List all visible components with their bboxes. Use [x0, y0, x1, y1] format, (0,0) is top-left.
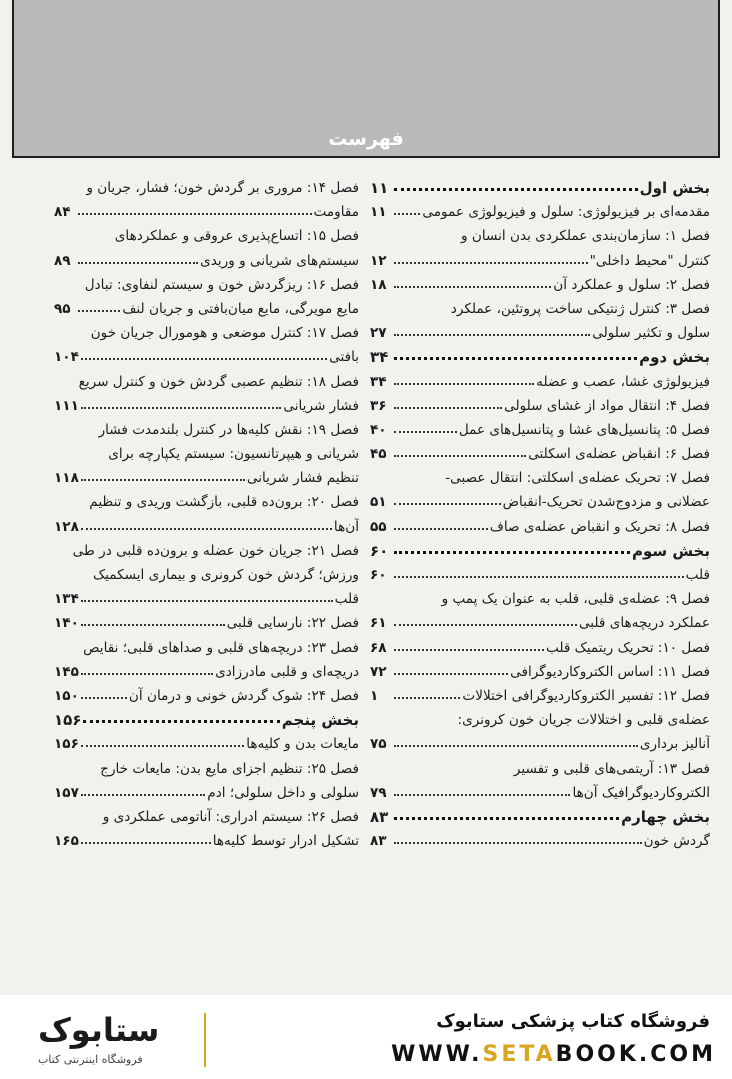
dot-leader: [81, 732, 244, 747]
toc-entry-title: قلب: [685, 567, 710, 583]
dot-leader: [394, 442, 526, 457]
toc-page-number: ۱۱۸: [54, 470, 79, 487]
toc-page-number: ۱۱: [370, 204, 387, 221]
toc-entry-title: فصل ۱۸: تنظیم عصبی گردش خون و کنترل سریع: [78, 373, 359, 390]
dot-leader: [394, 684, 460, 699]
header-bar: [12, 0, 720, 158]
toc-entry: [54, 345, 359, 369]
dot-leader: [394, 660, 508, 675]
toc-entry: [370, 708, 710, 732]
dot-leader: [394, 394, 502, 409]
toc-page-number: ۱۵۶: [54, 711, 82, 730]
toc-entry: [370, 732, 710, 756]
dot-leader: [394, 200, 420, 215]
dot-leader: [394, 515, 488, 530]
toc-page-number: ۸۴: [54, 204, 71, 221]
toc-page-number: ۳۶: [370, 397, 387, 414]
toc-entry: [54, 321, 359, 345]
toc-page-number: ۱۱: [370, 179, 389, 197]
toc-entry: [370, 684, 710, 708]
toc-entry-title: فصل ۱۰: تحریک ریتمیک قلب: [546, 639, 710, 656]
toc-page-number: ۱۸: [370, 276, 387, 293]
toc-entry-title: فصل ۲۲: نارسایی قلبی: [226, 615, 359, 632]
toc-right-column: [370, 176, 710, 936]
dot-leader: [394, 273, 551, 288]
toc-entry-title: مقاومت: [313, 204, 359, 221]
toc-page-number: ۱۶۵: [54, 833, 79, 850]
dot-leader: [78, 249, 198, 264]
dot-leader: [81, 394, 282, 409]
toc-entry-title: عضلانی و مزدوج‌شدن تحریک-انقباض: [502, 494, 710, 511]
toc-entry: [54, 684, 359, 708]
toc-entry-title: فصل ۱۱: اساس الکتروکاردیوگرافی: [510, 663, 710, 680]
toc-entry-title: مایع مویرگی، مایع میان‌بافتی و جریان لنف: [122, 300, 359, 317]
toc-entry: [54, 442, 359, 466]
toc-entry: [370, 200, 710, 224]
toc-entry-title: فصل ۲۳: دریچه‌های قلبی و صداهای قلبی؛ نقایص: [83, 639, 359, 656]
toc-entry-title: سلول و تکثیر سلولی: [592, 325, 710, 342]
toc-entry: [370, 611, 710, 635]
dot-leader: [81, 345, 327, 360]
dot-leader: [81, 660, 213, 675]
toc-page-number: ۷۹: [370, 784, 387, 801]
toc-entry: [54, 273, 359, 297]
toc-entry-title: گردش خون: [643, 833, 710, 850]
toc-entry-title: فصل ۹: عضله‌ی قلبی، قلب به عنوان یک پمپ و: [441, 591, 710, 608]
dot-leader: [83, 708, 279, 723]
toc-page-number: ۱۴۵: [54, 663, 79, 680]
dot-leader: [81, 684, 127, 699]
toc-entry-title: فصل ۱: سازمان‌بندی عملکردی بدن انسان و: [460, 228, 710, 245]
toc-page-number: ۱۱۱: [54, 397, 79, 414]
toc-entry-title: سیستم‌های شریانی و وریدی: [200, 252, 359, 269]
dot-leader: [81, 611, 225, 626]
toc-entry: [54, 200, 359, 224]
toc-entry-title: آن‌ها: [333, 518, 359, 535]
toc-entry: [54, 490, 359, 514]
toc-entry: [54, 660, 359, 684]
toc-entry: [54, 732, 359, 756]
toc-part-heading: [370, 176, 710, 200]
toc-part-heading: [54, 708, 359, 732]
toc-entry-title: فصل ۵: پتانسیل‌های غشا و پتانسیل‌های عمل: [458, 421, 710, 438]
dot-leader: [394, 781, 570, 796]
page-title: فهرست: [328, 128, 404, 150]
toc-page-number: ۱۳۴: [54, 591, 79, 608]
store-footer: [0, 995, 732, 1079]
dot-leader: [394, 321, 590, 336]
toc-page-number: ۱۵۶: [54, 736, 79, 753]
dot-leader: [394, 249, 588, 264]
dot-leader: [394, 636, 544, 651]
dot-leader: [81, 587, 333, 602]
dot-leader: [81, 781, 205, 796]
toc-entry-title: عضله‌ی قلبی و اختلالات جریان خون کرونری:: [457, 712, 710, 729]
logo-subtitle: فروشگاه اینترنتی کتاب: [38, 1053, 143, 1066]
toc-entry: [54, 636, 359, 660]
toc-entry: [54, 466, 359, 490]
toc-entry: [54, 829, 359, 853]
toc-entry-title: فصل ۲۰: برون‌ده قلبی، بازگشت وریدی و تنظیم: [89, 494, 359, 511]
toc-entry-title: تشکیل ادرار توسط کلیه‌ها: [212, 833, 359, 850]
dot-leader: [81, 466, 245, 481]
toc-page-number: ۴۰: [370, 421, 387, 438]
toc-entry-title: فصل ۱۵: اتساع‌پذیری عروقی و عملکردهای: [114, 228, 359, 245]
toc-entry: [370, 781, 710, 805]
toc-entry: [54, 587, 359, 611]
toc-entry: [54, 805, 359, 829]
toc-entry-title: فیزیولوژی غشا، عصب و عضله: [536, 373, 710, 390]
dot-leader: [394, 418, 457, 433]
toc-entry: [54, 418, 359, 442]
toc-entry-title: فصل ۶: انقباض عضله‌ی اسکلتی: [528, 446, 710, 463]
toc-page-number: ۱۵۰: [54, 687, 79, 704]
toc-entry-title: دریچه‌ای و قلبی مادرزادی: [215, 663, 359, 680]
toc-entry: [370, 587, 710, 611]
toc-entry-title: الکتروکاردیوگرافیک آن‌ها: [572, 784, 710, 801]
toc-entry: [54, 370, 359, 394]
toc-entry-title: فصل ۲: سلول و عملکرد آن: [553, 276, 710, 293]
dot-leader: [394, 563, 684, 578]
dot-leader: [394, 732, 638, 747]
toc-page-number: ۶۰: [370, 567, 387, 583]
toc-left-column: [54, 176, 359, 936]
toc-page-number: ۵۵: [370, 518, 387, 535]
toc-entry-title: کنترل "محیط داخلی": [589, 252, 710, 269]
dot-leader: [394, 345, 637, 360]
toc-entry-title: فصل ۲۶: سیستم ادراری: آناتومی عملکردی و: [102, 808, 359, 825]
toc-entry: [370, 757, 710, 781]
toc-entry-title: آنالیز برداری: [639, 736, 710, 753]
toc-entry-title: قلب: [334, 591, 359, 608]
toc-entry: [54, 563, 359, 587]
toc-entry-title: بخش پنجم: [281, 711, 359, 730]
toc-part-heading: [370, 345, 710, 369]
toc-entry-title: فصل ۱۶: ریزگردش خون و سیستم لنفاوی: تبادل: [84, 276, 359, 293]
toc-page-number: ۴۵: [370, 446, 387, 463]
dot-leader: [394, 490, 501, 505]
toc-entry: [54, 757, 359, 781]
toc-entry: [370, 490, 710, 514]
toc-entry-title: بخش سوم: [631, 541, 710, 560]
toc-entry-title: فصل ۲۴: شوک گردش خونی و درمان آن: [128, 687, 359, 704]
dot-leader: [78, 200, 312, 215]
toc-entry: [54, 515, 359, 539]
toc-page-number: ۱۴۰: [54, 615, 79, 632]
toc-entry-title: فصل ۱۴: مروری بر گردش خون؛ فشار، جریان و: [86, 180, 359, 196]
toc-page-number: ۱: [370, 687, 379, 704]
url-suffix: BOOK.COM: [555, 1042, 716, 1067]
dot-leader: [78, 297, 120, 312]
toc-entry: [370, 660, 710, 684]
dot-leader: [394, 805, 619, 820]
toc-entry-title: فشار شریانی: [283, 397, 359, 414]
toc-page-number: ۸۳: [370, 807, 389, 826]
toc-page-number: ۹۵: [54, 300, 71, 317]
toc-entry: [370, 394, 710, 418]
toc-entry-title: فصل ۱۳: آریتمی‌های قلبی و تفسیر: [513, 760, 710, 777]
logo-text: ستابوک: [38, 1011, 160, 1049]
dot-leader: [394, 611, 577, 626]
toc-entry: [370, 563, 710, 587]
toc-entry-title: بخش دوم: [639, 348, 710, 367]
toc-entry: [54, 224, 359, 248]
toc-page-number: ۱۵۷: [54, 784, 79, 801]
url-prefix: WWW.: [391, 1042, 483, 1067]
toc-part-heading: [370, 539, 710, 563]
toc-page-number: ۳۴: [370, 348, 389, 367]
toc-entry: [54, 297, 359, 321]
toc-entry-title: عملکرد دریچه‌های قلبی: [578, 615, 710, 632]
dot-leader: [394, 829, 642, 844]
toc-entry: [370, 297, 710, 321]
toc-entry-title: فصل ۷: تحریک عضله‌ی اسکلتی: انتقال عصبی-: [445, 470, 710, 487]
toc-page-number: ۲۷: [370, 325, 387, 342]
store-name: فروشگاه کتاب پزشکی ستابوک: [436, 1011, 710, 1032]
toc-entry-title: بخش اول: [639, 179, 710, 197]
toc-entry: [54, 249, 359, 273]
toc-part-heading: [370, 805, 710, 829]
toc-entry: [370, 442, 710, 466]
toc-entry-title: بافتی: [329, 349, 359, 366]
toc-page-number: ۱۰۴: [54, 349, 79, 366]
dot-leader: [81, 829, 211, 844]
toc-page-number: ۶۰: [370, 541, 389, 560]
url-accent: SETA: [482, 1042, 556, 1067]
toc-entry-title: فصل ۴: انتقال مواد از غشای سلولی: [504, 397, 710, 414]
toc-entry: [54, 394, 359, 418]
toc-entry: [370, 418, 710, 442]
dot-leader: [394, 176, 638, 191]
dot-leader: [81, 515, 332, 530]
dot-leader: [394, 539, 630, 554]
toc-page-number: ۷۵: [370, 736, 387, 753]
toc-entry-title: سلولی و داخل سلولی؛ ادم: [207, 784, 359, 801]
toc-page-number: ۵۱: [370, 494, 387, 511]
toc-page-number: ۱۲۸: [54, 518, 79, 535]
toc-entry-title: فصل ۱۷: کنترل موضعی و هومورال جریان خون: [90, 325, 359, 342]
toc-entry-title: شریانی و هیپرتانسیون: سیستم یکپارچه برای: [108, 446, 359, 463]
toc-page-number: ۸۳: [370, 833, 387, 850]
toc-entry-title: تنظیم فشار شریانی: [246, 470, 359, 487]
toc-entry: [54, 781, 359, 805]
toc-entry: [370, 224, 710, 248]
toc-entry-title: فصل ۱۲: تفسیر الکتروکاردیوگرافی اختلالات: [462, 687, 710, 704]
toc-page-number: ۶۸: [370, 639, 387, 656]
footer-divider: [204, 1013, 206, 1067]
toc-page-number: ۷۲: [370, 663, 387, 680]
dot-leader: [394, 370, 534, 385]
toc-entry-title: فصل ۲۵: تنظیم اجزای مایع بدن: مایعات خارج: [100, 760, 359, 777]
toc-entry-title: بخش چهارم: [621, 807, 710, 826]
toc-entry-title: فصل ۸: تحریک و انقباض عضله‌ی صاف: [489, 518, 710, 535]
toc-entry: [370, 321, 710, 345]
toc-entry: [370, 370, 710, 394]
toc-entry: [54, 539, 359, 563]
toc-entry: [370, 249, 710, 273]
toc-entry: [54, 176, 359, 200]
store-url[interactable]: [391, 1042, 716, 1067]
toc-page-number: ۶۱: [370, 615, 387, 632]
toc-entry: [370, 466, 710, 490]
toc-entry: [370, 273, 710, 297]
toc-entry: [54, 611, 359, 635]
toc-entry-title: ورزش؛ گردش خون کرونری و بیماری ایسکمیک: [92, 567, 359, 583]
toc-entry-title: فصل ۳: کنترل ژنتیکی ساخت پروتئین، عملکرد: [450, 300, 710, 317]
toc-page-number: ۳۴: [370, 373, 387, 390]
toc-page-number: ۸۹: [54, 252, 71, 269]
store-logo[interactable]: [34, 1009, 294, 1071]
toc-entry: [370, 515, 710, 539]
toc-page-number: ۱۲: [370, 252, 387, 269]
toc-entry-title: فصل ۱۹: نقش کلیه‌ها در کنترل بلندمدت فشار: [98, 421, 359, 438]
toc-entry: [370, 636, 710, 660]
toc-entry-title: مقدمه‌ای بر فیزیولوژی: سلول و فیزیولوژی عمومی: [422, 204, 710, 221]
toc-entry: [370, 829, 710, 853]
toc-entry-title: مایعات بدن و کلیه‌ها: [246, 736, 359, 753]
toc-entry-title: فصل ۲۱: جریان خون عضله و برون‌ده قلبی در طی: [72, 542, 359, 559]
